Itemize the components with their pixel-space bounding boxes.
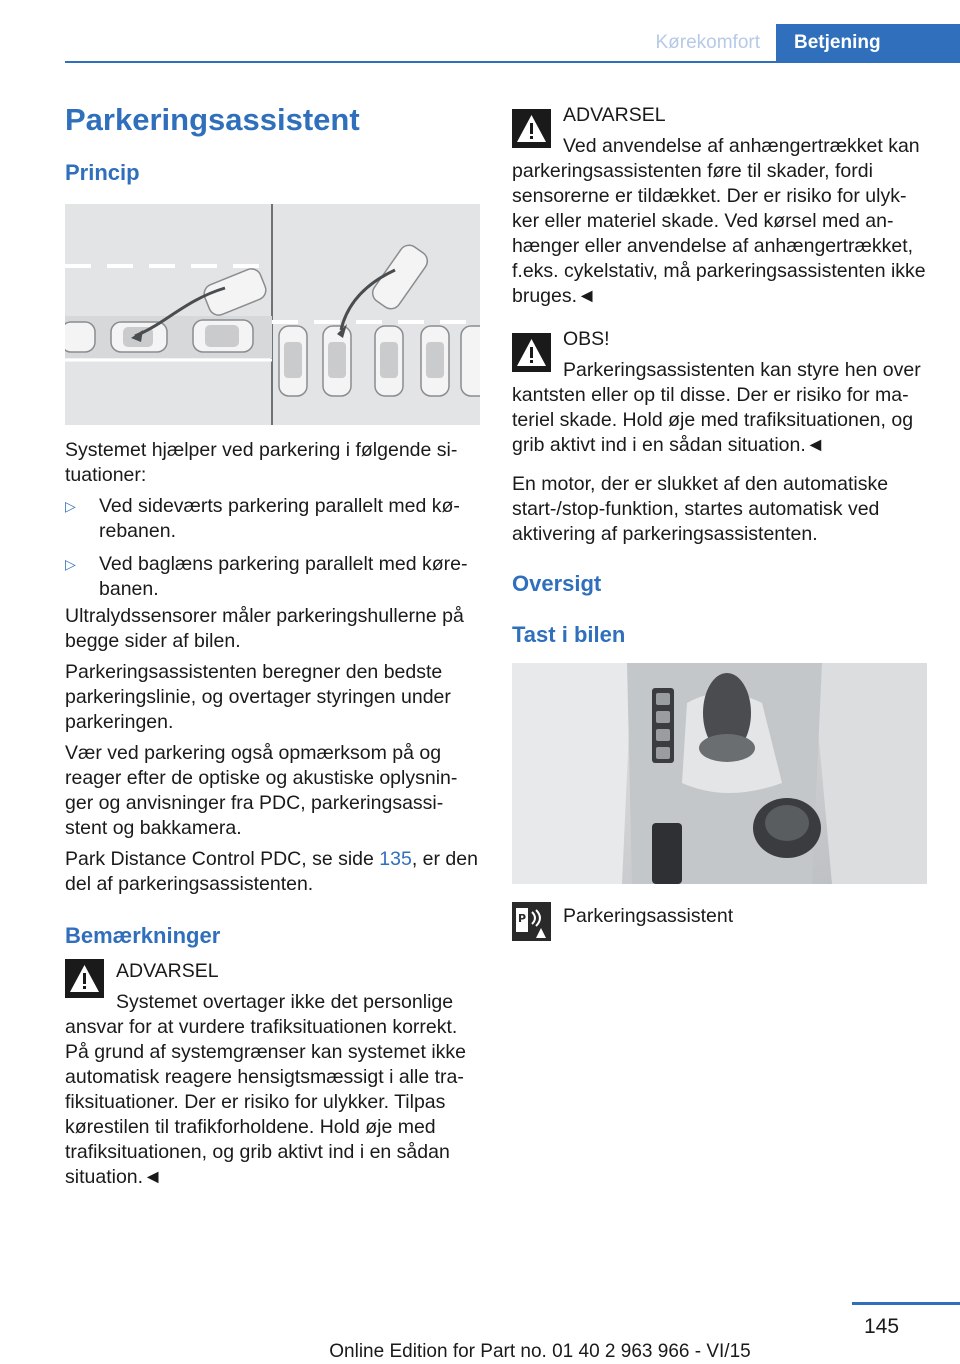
bullet-triangle-icon: ▷ <box>65 498 76 514</box>
sensors-paragraph: Ultralydssensorer måler parkeringshullerne på begge sider af bilen. <box>65 605 464 652</box>
pdc-text-pre: Park Distance Control PDC, se side <box>65 848 380 870</box>
list-item-text: Ved baglæns parkering parallelt med køre-banen. <box>99 553 468 600</box>
center-console-photo <box>512 663 927 884</box>
svg-text:P: P <box>518 912 527 925</box>
warning-note-1 <box>65 959 480 1190</box>
left-column <box>65 100 480 1190</box>
footer-rule <box>852 1302 960 1305</box>
parking-diagram-illustration <box>65 204 480 425</box>
warning-text: ansvar for at vurdere trafiksituationen korrekt. På grund af systemgrænser kan systemet ikke automatisk reagere hensigtsmæssigt i alle tra-fiksituationer. Der er risiko for ulykker. Tilpas kørestilen til trafikforholdene. Hold øje med trafiksituationen, og grib aktivt ind i en sådan situation.◄ <box>65 1016 466 1188</box>
edition-text: Online Edition for Part no. 01 40 2 963 966 - VI/15 <box>329 1341 751 1362</box>
warning-label: ADVARSEL <box>563 104 666 126</box>
overview-heading: Oversigt <box>512 571 602 596</box>
notice-label: OBS! <box>563 328 610 350</box>
header-rule <box>65 61 960 63</box>
warning-text: parkeringsassistenten føre til skader, fordi sensorerne er tildækket. Der er risiko for ulyk-ker eller materiel skade. Ved kørsel med an-hænger eller anvendelse af anhængertrækket, f.eks. cykelstativ, må parkeringsassistenten ikke bruges.◄ <box>512 160 926 307</box>
warning-note-2 <box>512 103 927 309</box>
notice-text: kantsten eller op til disse. Der er risiko for ma-teriel skade. Hold øje med trafiksituationen, og grib aktivt ind i en sådan situation.◄ <box>512 384 914 456</box>
parking-diagram-figure <box>65 204 480 425</box>
intro-paragraph: Systemet hjælper ved parkering i følgende si-tuationer: <box>65 439 458 486</box>
page-number: 145 <box>864 1315 900 1338</box>
notice-note <box>512 327 927 458</box>
warning-triangle-icon <box>65 959 104 998</box>
page-header <box>635 24 960 62</box>
right-column <box>512 100 927 942</box>
center-console-figure <box>512 663 927 884</box>
situation-list <box>65 494 480 602</box>
attention-paragraph: Vær ved parkering også opmærksom på og reager efter de optiske og akustiske oplysnin-ger og anvisninger fra PDC, parkeringsassi-stent og bakkamera. <box>65 742 458 839</box>
header-chapter-tab[interactable]: Betjening <box>776 24 960 62</box>
header-section-tab[interactable]: Kørekomfort <box>635 24 776 62</box>
warning-triangle-icon <box>512 109 551 148</box>
warning-text-first-line: Systemet overtager ikke det personlige <box>116 991 454 1013</box>
list-item <box>65 552 480 602</box>
page-link-135[interactable]: 135 <box>379 848 412 870</box>
list-item-text: Ved sideværts parkering parallelt med kø-rebanen. <box>99 495 460 542</box>
warning-triangle-icon <box>512 333 551 372</box>
edition-footer <box>0 1340 960 1364</box>
list-item <box>65 494 480 544</box>
pdc-paragraph <box>65 847 480 897</box>
engine-paragraph: En motor, der er slukket af den automatiske start-/stop-funktion, startes automatisk ved aktivering af parkeringsassistenten. <box>512 473 889 545</box>
bullet-triangle-icon: ▷ <box>65 556 76 572</box>
warning-text-first-line: Ved anvendelse af anhængertrækket kan <box>563 135 920 157</box>
parking-assistant-icon <box>512 902 551 941</box>
page-title: Parkeringsassistent <box>65 102 360 137</box>
calculation-paragraph: Parkeringsassistenten beregner den bedste parkeringslinie, og overtager styringen under parkeringen. <box>65 661 451 733</box>
parking-assistant-button-row <box>512 902 927 942</box>
warning-label: ADVARSEL <box>116 960 219 982</box>
parking-assistant-caption: Parkeringsassistent <box>563 905 734 927</box>
principle-heading: Princip <box>65 160 140 185</box>
button-heading: Tast i bilen <box>512 622 626 647</box>
notice-text-first-line: Parkeringsassistenten kan styre hen over <box>563 359 921 381</box>
pdc-text-post: , er den del af parkeringsassistenten. <box>65 848 478 895</box>
remarks-heading: Bemærkninger <box>65 923 221 948</box>
